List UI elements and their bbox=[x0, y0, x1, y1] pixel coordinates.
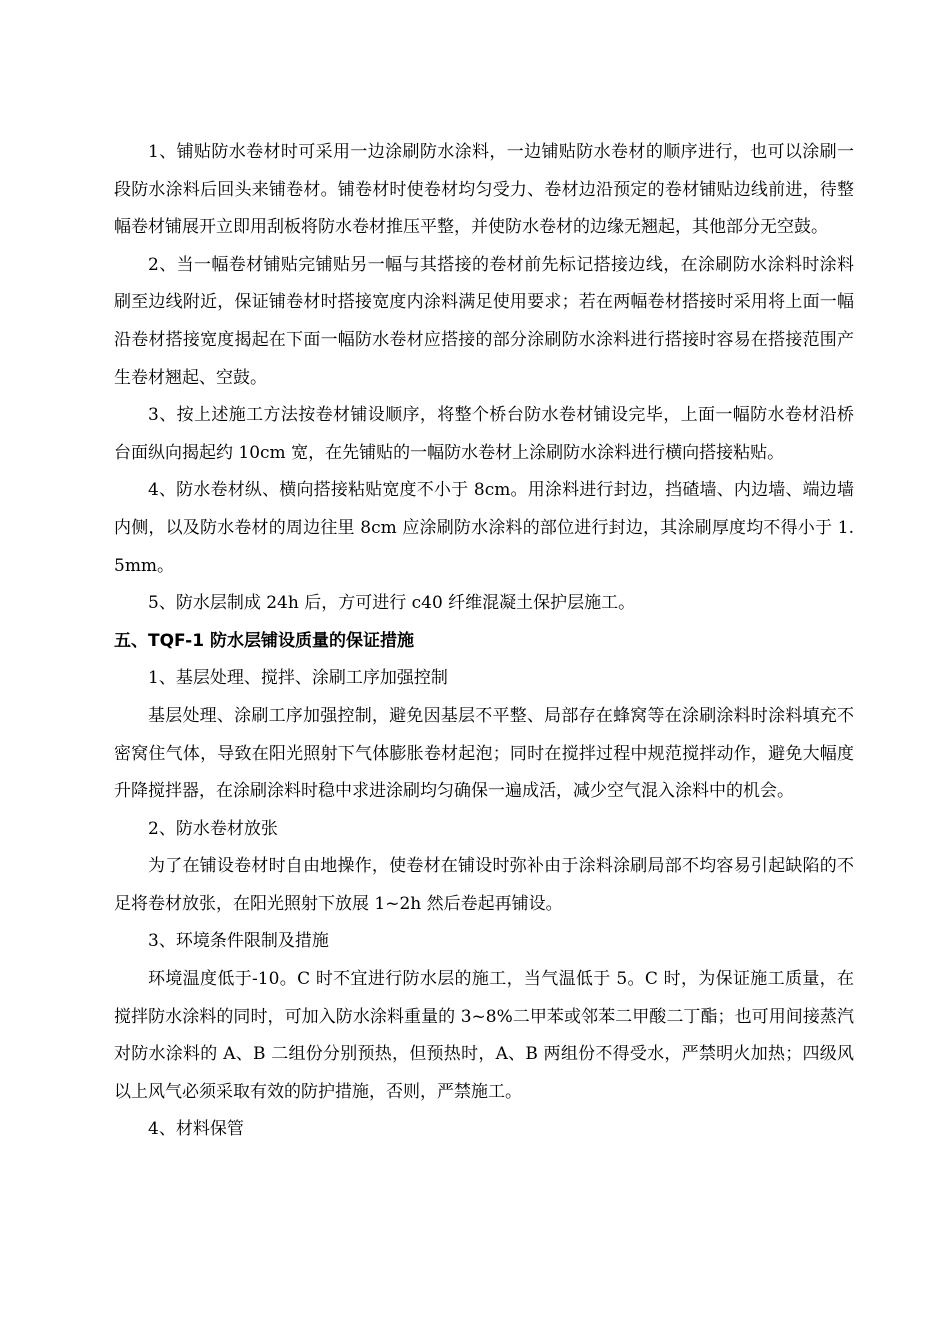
paragraph-step-4: 4、防水卷材纵、横向搭接粘贴宽度不小于 8cm。用涂料进行封边，挡碴墙、内边墙、端边墙内侧，以及防水卷材的周边往里 8cm 应涂刷防水涂料的部位进行封边，其涂刷厚度均不得小于 1.5mm。 bbox=[114, 480, 854, 576]
item-2-title: 2、防水卷材放张 bbox=[148, 818, 278, 839]
item-3-body: 环境温度低于-10。C 时不宜进行防水层的施工，当气温低于 5。C 时，为保证施工质量，在搅拌防水涂料的同时，可加入防水涂料重量的 3~8%二甲苯或邻苯二甲酸二丁酯；也可用间接蒸汽对防水涂料的 A、B 二组份分别预热，但预热时，A、B 两组份不得受水，严禁明火加热；四级风以上风气必须采取有效的防护措施，否则，严禁施工。 bbox=[114, 969, 854, 1102]
paragraph-step-1: 1、铺贴防水卷材时可采用一边涂刷防水涂料，一边铺贴防水卷材的顺序进行，也可以涂刷一段防水涂料后回头来铺卷材。铺卷材时使卷材均匀受力、卷材边沿预定的卷材铺贴边线前进，待整幅卷材铺展开立即用刮板将防水卷材推压平整，并使防水卷材的边缘无翘起，其他部分无空鼓。 bbox=[114, 142, 854, 238]
item-1-title: 1、基层处理、搅拌、涂刷工序加强控制 bbox=[148, 668, 448, 689]
item-2-body: 为了在铺设卷材时自由地操作，使卷材在铺设时弥补由于涂料涂刷局部不均容易引起缺陷的不足将卷材放张，在阳光照射下放展 1~2h 然后卷起再铺设。 bbox=[114, 856, 854, 914]
paragraph-step-3: 3、按上述施工方法按卷材铺设顺序，将整个桥台防水卷材铺设完毕，上面一幅防水卷材沿桥台面纵向揭起约 10cm 宽，在先铺贴的一幅防水卷材上涂刷防水涂料进行横向搭接粘贴。 bbox=[114, 405, 854, 463]
document-page bbox=[114, 134, 854, 1149]
item-1-body: 基层处理、涂刷工序加强控制，避免因基层不平整、局部存在蜂窝等在涂刷涂料时涂料填充不密窝住气体，导致在阳光照射下气体膨胀卷材起泡；同时在搅拌过程中规范搅拌动作，避免大幅度升降搅拌器，在涂刷涂料时稳中求进涂刷均匀确保一遍成活，减少空气混入涂料中的机会。 bbox=[114, 705, 854, 802]
paragraph-step-2: 2、当一幅卷材铺贴完铺贴另一幅与其搭接的卷材前先标记搭接边线，在涂刷防水涂料时涂料刷至边线附近，保证铺卷材时搭接宽度内涂料满足使用要求；若在两幅卷材搭接时采用将上面一幅沿卷材搭接宽度揭起在下面一幅防水卷材应搭接的部分涂刷防水涂料进行搭接时容易在搭接范围产生卷材翘起、空鼓。 bbox=[114, 254, 854, 388]
paragraph-step-5: 5、防水层制成 24h 后，方可进行 c40 纤维混凝土保护层施工。 bbox=[148, 593, 636, 614]
section-heading: 五、TQF-1 防水层铺设质量的保证措施 bbox=[114, 630, 414, 651]
item-3-title: 3、环境条件限制及措施 bbox=[148, 931, 329, 952]
item-4-title: 4、材料保管 bbox=[148, 1119, 244, 1140]
